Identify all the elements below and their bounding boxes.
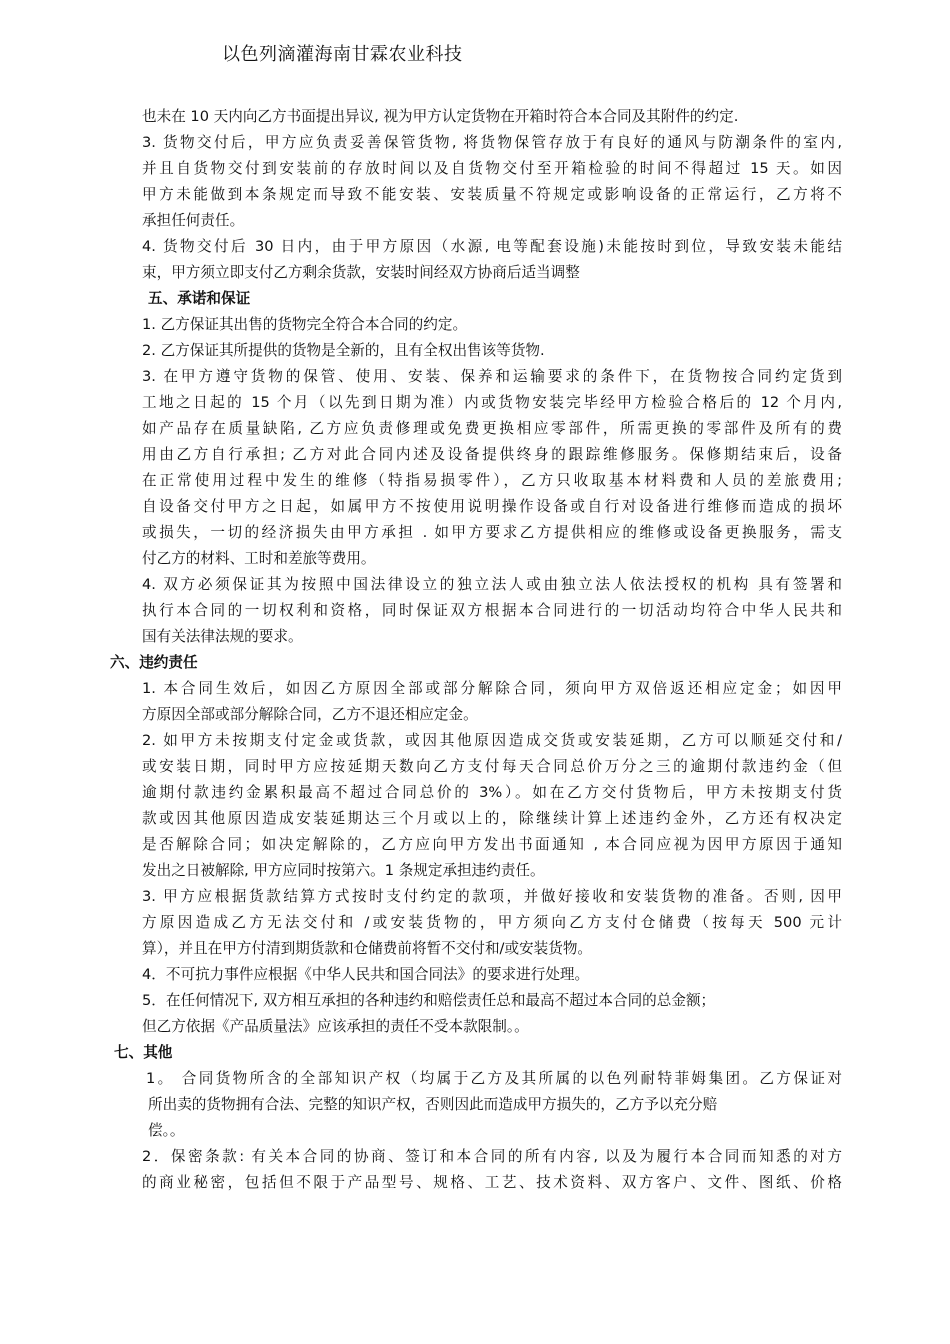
- body-line: 1. 乙方保证其出售的货物完全符合本合同的约定。: [142, 316, 468, 333]
- body-line: 也未在 10 天内向乙方书面提出异议, 视为甲方认定货物在开箱时符合本合同及其附件的约定.: [142, 108, 739, 125]
- body-line: 偿。。: [148, 1122, 185, 1139]
- body-line: 2. 乙方保证其所提供的货物是全新的，且有全权出售该等货物.: [142, 342, 545, 359]
- body-line: 甲方未能做到本条规定而导致不能安装、安装质量不符规定或影响设备的正常运行，乙方将不: [142, 186, 842, 203]
- body-line: 5．在任何情况下, 双方相互承担的各种违约和赔偿责任总和最高不超过本合同的总金额；: [142, 992, 716, 1009]
- body-line: 或安装日期，同时甲方应按延期天数向乙方支付每天合同总价万分之三的逾期付款违约金（但: [142, 758, 842, 775]
- body-line: 逾期付款违约金累积最高不超过合同总价的 3%）。如在乙方交付货物后，甲方未按期支付货: [142, 784, 842, 801]
- body-line: 方原因造成乙方无法交付和 /或安装货物的，甲方须向乙方支付仓储费（按每天 500 元计: [142, 914, 842, 931]
- body-line: 方原因全部或部分解除合同，乙方不退还相应定金。: [142, 706, 478, 723]
- body-line: 4. 双方必须保证其为按照中国法律设立的独立法人或由独立法人依法授权的机构 具有签署和: [142, 576, 842, 593]
- body-line: 付乙方的材料、工时和差旅等费用。: [142, 550, 376, 567]
- page-header-title: 以色列滴灌海南甘霖农业科技: [222, 44, 463, 65]
- body-line: 4．不可抗力事件应根据《中华人民共和国合同法》的要求进行处理。: [142, 966, 590, 983]
- body-line: 2. 如甲方未按期支付定金或货款，或因其他原因造成交货或安装延期，乙方可以顺延交付和/: [142, 732, 842, 749]
- document-body: [110, 104, 842, 1196]
- body-line: 或损失，一切的经济损失由甲方承担 . 如甲方要求乙方提供相应的维修或设备更换服务，需支: [142, 524, 842, 541]
- body-line: 如产品存在质量缺陷, 乙方应负责修理或免费更换相应零部件，所需更换的零部件及所有的费: [142, 420, 842, 437]
- body-line: 承担任何责任。: [142, 212, 245, 229]
- body-line: 1。 合同货物所含的全部知识产权（均属于乙方及其所属的以色列耐特菲姆集团。乙方保证对: [146, 1070, 842, 1087]
- body-line: 自设备交付甲方之日起，如属甲方不按使用说明操作设备或自行对设备进行维修而造成的损坏: [142, 498, 842, 515]
- body-line: 束，甲方须立即支付乙方剩余货款，安装时间经双方协商后适当调整: [142, 264, 580, 281]
- body-line: 算），并且在甲方付清到期货款和仓储费前将暂不交付和/或安装货物。: [142, 940, 593, 957]
- body-line: 2．保密条款: 有关本合同的协商、签订和本合同的所有内容, 以及为履行本合同而知悉的对方: [142, 1148, 842, 1165]
- body-line: 3. 在甲方遵守货物的保管、使用、安装、保养和运输要求的条件下，在货物按合同约定货到: [142, 368, 842, 385]
- body-line: 发出之日被解除, 甲方应同时按第六。1 条规定承担违约责任。: [142, 862, 545, 879]
- section-heading: 七、其他: [114, 1044, 173, 1061]
- body-line: 3. 货物交付后，甲方应负责妥善保管货物, 将货物保管存放于有良好的通风与防潮条件的室内,: [142, 134, 842, 151]
- body-line: 并且自货物交付到安装前的存放时间以及自货物交付至开箱检验的时间不得超过 15 天。如因: [142, 160, 842, 177]
- body-line: 但乙方依据《产品质量法》应该承担的责任不受本款限制。。: [142, 1018, 529, 1035]
- body-line: 3. 甲方应根据货款结算方式按时支付约定的款项，并做好接收和安装货物的准备。否则, 因甲: [142, 888, 842, 905]
- body-line: 国有关法律法规的要求。: [142, 628, 303, 645]
- body-line: 用由乙方自行承担; 乙方对此合同内述及设备提供终身的跟踪维修服务。保修期结束后，设备: [142, 446, 842, 463]
- body-line: 1. 本合同生效后，如因乙方原因全部或部分解除合同，须向甲方双倍返还相应定金；如因甲: [142, 680, 842, 697]
- section-heading: 五、承诺和保证: [148, 290, 251, 307]
- body-line: 4. 货物交付后 30 日内，由于甲方原因（水源, 电等配套设施)未能按时到位，导致安装未能结: [142, 238, 842, 255]
- body-line: 是否解除合同；如决定解除的，乙方应向甲方发出书面通知 , 本合同应视为因甲方原因于通知: [142, 836, 842, 853]
- body-line: 款或因其他原因造成安装延期达三个月或以上的，除继续计算上述违约金外，乙方还有权决定: [142, 810, 842, 827]
- body-line: 所出卖的货物拥有合法、完整的知识产权，否则因此而造成甲方损失的，乙方予以充分赔: [148, 1096, 718, 1113]
- body-line: 在正常使用过程中发生的维修（特指易损零件），乙方只收取基本材料费和人员的差旅费用;: [142, 472, 842, 489]
- section-heading: 六、违约责任: [110, 654, 198, 671]
- body-line: 工地之日起的 15 个月（以先到日期为准）内或货物安装完毕经甲方检验合格后的 12 个月内,: [142, 394, 842, 411]
- body-line: 执行本合同的一切权利和资格，同时保证双方根据本合同进行的一切活动均符合中华人民共和: [142, 602, 842, 619]
- body-line: 的商业秘密，包括但不限于产品型号、规格、工艺、技术资料、双方客户、文件、图纸、价格: [142, 1174, 842, 1191]
